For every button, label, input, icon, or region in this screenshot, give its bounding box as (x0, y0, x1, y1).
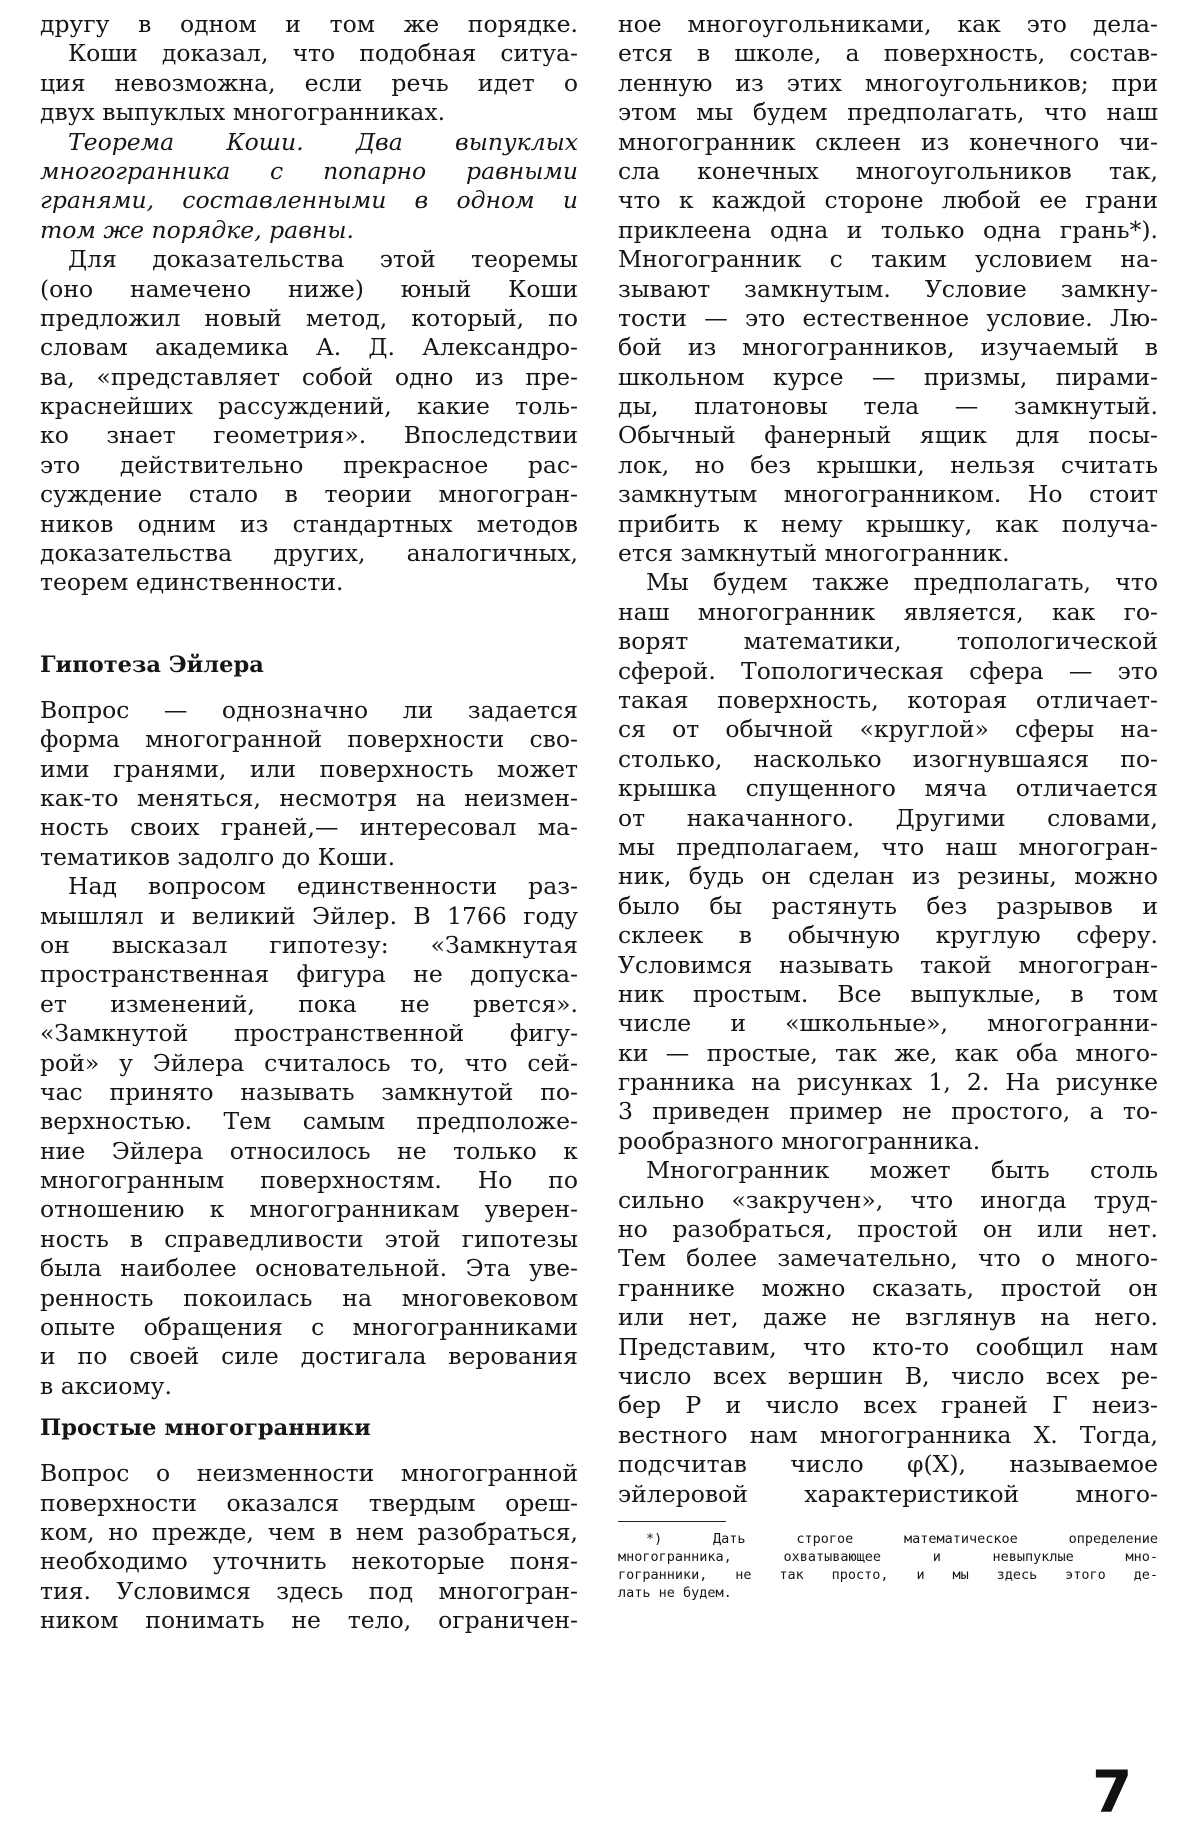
theorem-cauchy (40, 128, 578, 246)
paragraph-proof-method (40, 245, 578, 598)
text-line: прибить к нему крышку, как получа- (618, 509, 1158, 538)
paragraph-continuation (40, 10, 578, 39)
text-line: Теорема Коши. Два выпуклых (68, 127, 578, 156)
text-line: час принято называть замкнутой по- (40, 1077, 578, 1106)
text-line: склеек в обычную круглую сферу. (618, 921, 1158, 950)
page-number: 7 (1092, 1758, 1133, 1826)
footnote-separator (618, 1521, 726, 1522)
text-line: (оно намечено ниже) юный Коши (40, 274, 578, 303)
text-line: рообразного многогранника. (618, 1126, 981, 1155)
paragraph-definitions (40, 1459, 578, 1635)
text-line: лок, но без крышки, нельзя считать (618, 450, 1158, 479)
text-line: мы предполагаем, что наш многогран- (618, 832, 1158, 861)
text-line: двух выпуклых многогранниках. (40, 98, 446, 127)
text-line: Многогранник с таким условием на- (618, 245, 1158, 274)
text-line: Обычный фанерный ящик для посы- (618, 421, 1158, 450)
text-line: приклеена одна и только одна грань*). (618, 215, 1158, 244)
text-line: ва, «представляет собой одно из пре- (40, 362, 578, 391)
text-line: Многогранник может быть столь (646, 1156, 1158, 1185)
text-line: он высказал гипотезу: «Замкнутая (40, 930, 578, 959)
text-line: этом мы будем предполагать, что наш (618, 98, 1158, 127)
text-line: было бы растянуть без разрывов и (618, 891, 1158, 920)
text-line: замкнутым многогранником. Но стоит (618, 480, 1158, 509)
text-line: отношению к многогранникам уверен- (40, 1195, 578, 1224)
text-line: столько, насколько изогнувшаяся по- (618, 744, 1158, 773)
text-line: ленную из этих многоугольников; при (618, 68, 1158, 97)
text-line: и по своей силе достигала верования (40, 1342, 578, 1371)
text-line: теорем единственности. (40, 568, 344, 597)
text-line: ное многоугольниками, как это дела- (618, 10, 1158, 38)
text-line: как-то меняться, несмотря на неизмен- (40, 783, 578, 812)
text-line: краснейших рассуждений, какие толь- (40, 392, 578, 421)
text-line: такая поверхность, которая отличает- (618, 685, 1158, 714)
text-line: верхностью. Тем самым предположе- (40, 1107, 578, 1136)
text-line: ворят математики, топологической (618, 627, 1158, 656)
text-line: доказательства других, аналогичных, (40, 539, 578, 568)
text-line: рой» у Эйлера считалось то, что сей- (40, 1048, 578, 1077)
text-line: в аксиому. (40, 1371, 172, 1400)
text-line: ет изменений, пока не рвется». (40, 989, 578, 1018)
text-line: тости — это естественное условие. Лю- (618, 303, 1158, 332)
text-line: ник простым. Все выпуклые, в том (618, 979, 1158, 1008)
text-line: гранника на рисунках 1, 2. На рисунке (618, 1068, 1158, 1097)
text-line: ко знает геометрия». Впоследствии (40, 421, 578, 450)
text-line: гранями, составленными в одном и (40, 186, 578, 215)
text-line: школьном курсе — призмы, пирами- (618, 362, 1158, 391)
text-line: 3 приведен пример не простого, а то- (618, 1097, 1158, 1126)
footnote-line: *) Дать строгое математическое определение (646, 1530, 1158, 1547)
text-line: наш многогранник является, как го- (618, 597, 1158, 626)
text-line: ими гранями, или поверхность может (40, 754, 578, 783)
text-line: другу в одном и том же порядке. (40, 10, 578, 38)
text-line: суждение стало в теории многогран- (40, 480, 578, 509)
text-line: число всех вершин В, число всех ре- (618, 1361, 1158, 1390)
text-line: многогранника с попарно равными (40, 156, 578, 185)
text-line: крышка спущенного мяча отличается (618, 774, 1158, 803)
text-line: числе и «школьные», многогранни- (618, 1009, 1158, 1038)
text-line: тематиков задолго до Коши. (40, 842, 396, 871)
text-line: Коши доказал, что подобная ситуа- (68, 39, 578, 68)
footnote-line: лать не будем. (618, 1584, 732, 1601)
footnote-line: гогранники, не так просто, и мы здесь этого де- (618, 1566, 1158, 1583)
text-line: мышлял и великий Эйлер. В 1766 году (40, 901, 578, 930)
section-heading-simple-polyhedra: Простые многогранники (40, 1415, 371, 1442)
footnote-line: многогранника, охватывающее и невыпуклые мно- (618, 1548, 1158, 1565)
text-line: ком, но прежде, чем в нем разобраться, (40, 1517, 578, 1546)
paragraph-question (40, 696, 578, 872)
text-line: сильно «закручен», что иногда труд- (618, 1185, 1158, 1214)
left-column (40, 10, 578, 1636)
text-line: Для доказательства этой теоремы (68, 245, 578, 274)
text-line: это действительно прекрасное рас- (40, 450, 578, 479)
text-line: зывают замкнутым. Условие замкну- (618, 274, 1158, 303)
text-line: сферой. Топологическая сфера — это (618, 656, 1158, 685)
text-line: многогранник склеен из конечного чи- (618, 127, 1158, 156)
text-line: предложил новый метод, который, по (40, 303, 578, 332)
text-line: эйлеровой характеристикой много- (618, 1479, 1158, 1508)
text-line: том же порядке, равны. (40, 215, 354, 244)
text-line: подсчитав число φ(X), называемое (618, 1450, 1158, 1479)
text-line: ся от обычной «круглой» сферы на- (618, 715, 1158, 744)
right-column (618, 10, 1158, 1602)
text-line: Над вопросом единственности раз- (68, 872, 578, 901)
text-line: бой из многогранников, изучаемый в (618, 333, 1158, 362)
paragraph-closed-polyhedron (618, 10, 1158, 568)
text-line: словам академика А. Д. Александро- (40, 333, 578, 362)
footnote (618, 1530, 1158, 1602)
text-line: бер Р и число всех граней Г неиз- (618, 1391, 1158, 1420)
text-line: ник, будь он сделан из резины, можно (618, 862, 1158, 891)
text-line: вестного нам многогранника X. Тогда, (618, 1420, 1158, 1449)
text-line: от накачанного. Другими словами, (618, 803, 1158, 832)
text-line: форма многогранной поверхности сво- (40, 725, 578, 754)
text-line: опыте обращения с многогранниками (40, 1313, 578, 1342)
text-line: необходимо уточнить некоторые поня- (40, 1547, 578, 1576)
text-line: Условимся называть такой многогран- (618, 950, 1158, 979)
text-line: ренность покоилась на многовековом (40, 1283, 578, 1312)
text-line: но разобраться, простой он или нет. (618, 1215, 1158, 1244)
text-line: ки — простые, так же, как оба много- (618, 1038, 1158, 1067)
text-line: Мы будем также предполагать, что (646, 568, 1158, 597)
text-line: ется замкнутый многогранник. (618, 539, 1010, 568)
paragraph-topological-sphere (618, 568, 1158, 1156)
text-line: Тем более замечательно, что о много- (618, 1244, 1158, 1273)
text-line: сла конечных многоугольников так, (618, 156, 1158, 185)
text-line: ды, платоновы тела — замкнутый. (618, 392, 1158, 421)
text-line: Вопрос о неизменности многогранной (40, 1459, 578, 1488)
text-line: что к каждой стороне любой ее грани (618, 186, 1158, 215)
paragraph-euler-hypothesis (40, 872, 578, 1401)
text-line: пространственная фигура не допуска- (40, 960, 578, 989)
paragraph-cauchy-proof (40, 39, 578, 127)
paragraph-euler-characteristic (618, 1156, 1158, 1509)
text-line: ние Эйлера относилось не только к (40, 1136, 578, 1165)
text-line: ность своих граней,— интересовал ма- (40, 813, 578, 842)
text-line: поверхности оказался твердым ореш- (40, 1488, 578, 1517)
section-heading-euler: Гипотеза Эйлера (40, 651, 264, 678)
text-line: ется в школе, а поверхность, состав- (618, 39, 1158, 68)
text-line: ников одним из стандартных методов (40, 509, 578, 538)
text-line: многогранным поверхностям. Но по (40, 1166, 578, 1195)
text-line: была наиболее основательной. Эта уве- (40, 1254, 578, 1283)
text-line: граннике можно сказать, простой он (618, 1273, 1158, 1302)
text-line: ником понимать не тело, ограничен- (40, 1606, 578, 1635)
text-line: ция невозможна, если речь идет о (40, 68, 578, 97)
text-line: Вопрос — однозначно ли задается (40, 695, 578, 724)
text-line: «Замкнутой пространственной фигу- (40, 1019, 578, 1048)
text-line: ность в справедливости этой гипотезы (40, 1224, 578, 1253)
text-line: Представим, что кто-то сообщил нам (618, 1332, 1158, 1361)
text-line: тия. Условимся здесь под многогран- (40, 1576, 578, 1605)
text-line: или нет, даже не взглянув на него. (618, 1303, 1158, 1332)
